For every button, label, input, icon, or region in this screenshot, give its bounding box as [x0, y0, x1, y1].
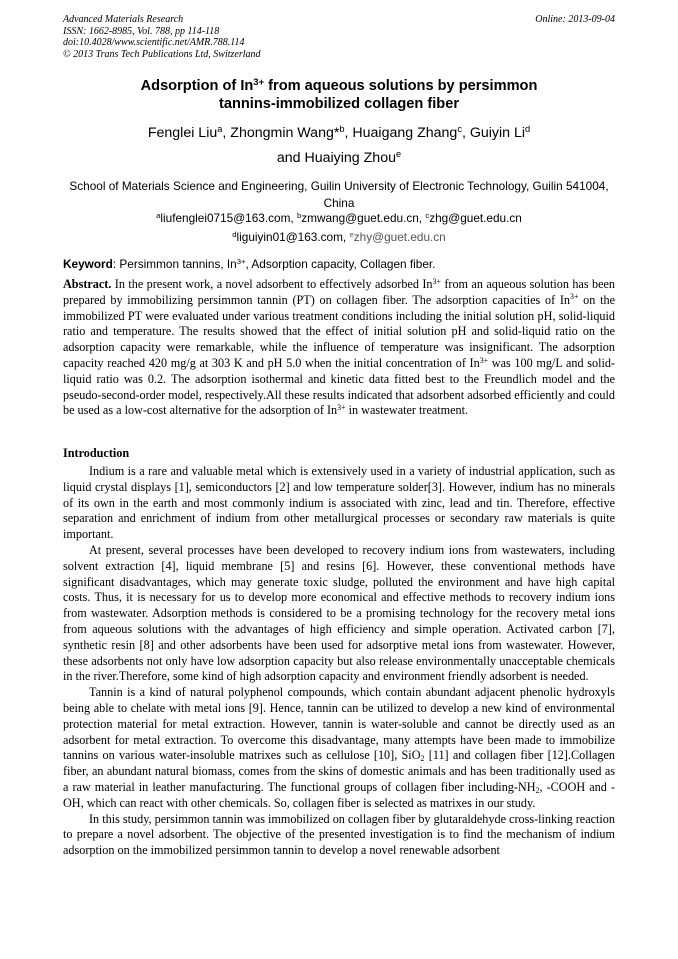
- paper-title: [63, 77, 615, 113]
- authors-line-1: Fenglei Liu$^a$, Zhongmin Wang*$^b$, Huaigang Zhang$^c$, Guiyin Li$^d$: [147, 123, 531, 141]
- paragraph: In this study, persimmon tannin was immobilized on collagen fiber by glutaraldehyde cross-linking reaction to prepare a novel adsorbent. The objective of the presented investigation is to find the mechanism of indium adsorption on the immobilized persimmon tannin to develop a novel renewable adsorbent: [63, 811, 615, 858]
- issn: ISSN: 1662-8985, Vol. 788, pp 114-118: [63, 25, 220, 37]
- title-line-2: tannins-immobilized collagen fiber: [218, 96, 459, 112]
- keyword-label: Keyword: [63, 257, 113, 271]
- author: Huaigang Zhang: [352, 125, 458, 141]
- affiliation: School of Materials Science and Engineering, Guilin University of Electronic Technology, Guilin 541004, China: [69, 179, 609, 210]
- author: Guiyin Li: [469, 125, 526, 141]
- section-heading-introduction: Introduction: [63, 446, 130, 460]
- paragraph: Tannin is a kind of natural polyphenol compounds, which contain abundant adjacent phenolic hydroxyls being able to chelate with metal ions [9]. Hence, tannin can be utilized to develop a new kind of environmental protection material for metal extraction. However, tannin is water-soluble and cannot be directly used as an adsorbent for metal extraction. To overcome this disadvantage, many attempts have been made to immobilize tannins on various water-insoluble matrixes such as cellulose [10], SiO$_2$ [11] and collagen fiber [12].Collagen fiber, an abundant natural biomass, comes from the skins of domestic animals and has been traditionally used as a raw material in leather manufacturing. The functional groups of collagen fiber including-$NH_2$, -COOH and -OH, which can react with other chemicals. So, collagen fiber is selected as matrixes in our study.: [63, 685, 615, 810]
- journal-header: [63, 14, 615, 60]
- authors-line-2: and Huaiying Zhou$^e$: [276, 148, 402, 166]
- keywords: Keyword: Persimmon tannins, $In^{3+}$, Adsorption capacity, Collagen fiber.: [63, 256, 436, 271]
- paragraph: At present, several processes have been developed to recovery indium ions from wastewaters, including solvent extraction [4], liquid membrane [5] and resins [6]. However, these conventional methods have significant disadvantages, which may generate toxic sludge, polluted the environment and have high capital costs. Thus, it is necessary for us to develop more economical and effective methods to recovery indium ions from wastewater. Adsorption methods is considered to be a promising technology for the recovery metal ions from aqueous solutions with the advantages of high efficiency and simple operation. Activated carbon [7], synthetic resin [8] and other adsorbents have been used for adsorptive metal ions from wastewater. However, these adsorbents not only have low adsorption capacity but also release environmentally unacceptable chemicals in the river.Therefore, some kind of high adsorption capacity and environment friendly adsorbent is needed.: [63, 542, 615, 684]
- author: Huaiying Zhou: [304, 150, 396, 166]
- online-date: Online: 2013-09-04: [535, 14, 615, 25]
- emails-line-1: $^a$liufenglei0715@163.com, $^b$zmwang@guet.edu.cn, $^c$zhg@guet.edu.cn: [156, 210, 522, 225]
- author-list: [63, 121, 615, 171]
- introduction-body: [63, 464, 615, 859]
- author-emails: [63, 209, 615, 247]
- author: Zhongmin Wang*: [230, 125, 340, 141]
- doi: doi:10.4028/www.scientific.net/AMR.788.114: [63, 37, 245, 48]
- abstract: Abstract. In the present work, a novel adsorbent to effectively adsorbed $In^{3+}$ from an aqueous solution has been prepared by immobilizing persimmon tannin (PT) on collagen fiber. The adsorption capacities of $In^{3+}$ on the immobilized PT were evaluated under various treatment conditions including the initial solution pH, solid-liquid ratio and temperature. The results showed that the effect of initial solution pH and solid-liquid ratio on the adsorption capacity were remarkable, while the influence of temperature was insignificant. The adsorption capacity reached 420 mg/g at 303 K and pH 5.0 when the initial concentration of $In^{3+}$ was 100 mg/L and solid-liquid ratio was 0.2. The adsorption isothermal and kinetic data fitted best to the Freundlich model and the pseudo-second-order model, respectively.All these results indicated that adsorbent adsorbed efficiently and could be used as a low-cost alternative for the adsorption of $In^{3+}$ in wastewater treatment.: [63, 276, 615, 418]
- abstract-label: Abstract.: [63, 277, 112, 291]
- title-line-1: Adsorption of $In^{3+}$ from aqueous solutions by persimmon: [140, 76, 538, 94]
- emails-line-2: $^d$liguiyin01@163.com, $^e$zhy@guet.edu.cn: [232, 229, 446, 244]
- author: Fenglei Liu: [147, 125, 218, 141]
- copyright: © 2013 Trans Tech Publications Ltd, Switzerland: [63, 48, 261, 60]
- journal-name: Advanced Materials Research: [63, 14, 184, 25]
- paragraph: Indium is a rare and valuable metal which is extensively used in a variety of industrial application, such as liquid crystal displays [1], semiconductors [2] and low temperature solder[3]. However, indium has no minerals of its own in the earth and most commonly indium is associated with zinc, lead and tin. Therefore, effective separation and enrichment of indium from other metallurgical processes or secondary raw materials is quite important.: [63, 464, 615, 542]
